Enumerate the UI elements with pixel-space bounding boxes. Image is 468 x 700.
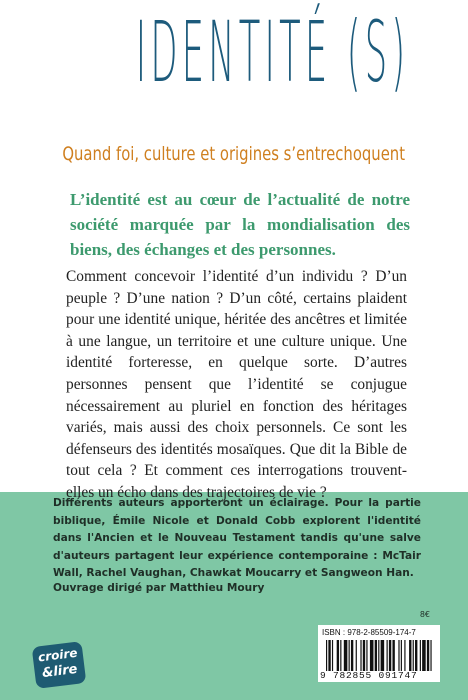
barcode-bar [375, 640, 377, 671]
body-paragraph: Comment concevoir l’identité d’un individu ? D’un peuple ? D’une nation ? D’un côté, certains plaident pour une identité unique, héritée des ancêtres et limitée à une langue, un territoire et une culture unique. Une identité forteresse, en quelque sorte. D’autres personnes pensent que l’identité se conjugue nécessairement au pluriel en fonction des héritages variés, mais aussi des choix personnels. Ce sont les défenseurs des identités mosaïques. Que dit la Bible de tout cela ? Et comment ces interrogations trouvent-elles un écho dans des trajectoires de vie ? [66, 268, 407, 501]
book-subtitle-text: Quand foi, culture et origines s’entrechoquent [62, 143, 406, 165]
barcode-bar [398, 640, 399, 671]
price-label: 8€ [419, 610, 430, 619]
barcode-bar [409, 640, 411, 671]
isbn-label: ISBN : 978-2-85509-174-7 [322, 628, 416, 637]
barcode-bar [356, 640, 357, 671]
barcode-bar [337, 640, 339, 671]
barcode-box [318, 625, 440, 682]
authors-notice: Différents auteurs apporteront un éclairage. Pour la partie biblique, Émile Nicole et Donald Cobb explorent l'identité dans l'Ancien et le Nouveau Testament tandis qu'une salve d'auteurs partagent leur expérience contemporaine : McTair Wall, Rachel Vaughan, Chawkat Moucarry et Sangweon Han. [53, 497, 421, 579]
publisher-logo [32, 641, 87, 689]
barcode-bar [370, 640, 374, 671]
barcode-bar [430, 640, 431, 671]
barcode-bar [381, 640, 385, 671]
barcode-bar [404, 640, 405, 671]
barcode-bar [387, 640, 388, 671]
book-subtitle [0, 143, 468, 165]
barcode-bar [366, 640, 367, 671]
book-title: IDENTITÉ (S) [135, 3, 410, 101]
barcode-bar [344, 640, 348, 671]
editor-credit: Ouvrage dirigé par Matthieu Moury [53, 582, 265, 594]
barcode-bar [349, 640, 350, 671]
barcode-bar [392, 640, 394, 671]
barcode-bar [413, 640, 414, 671]
barcode-bar [427, 640, 429, 671]
logo-line-2: &lire [41, 661, 79, 682]
logo-line-1: croire [37, 645, 79, 665]
barcode-bar [340, 640, 341, 671]
barcode-bar [360, 640, 361, 671]
barcode-bar [326, 640, 327, 671]
ean-digits: 9 782855 091747 [320, 670, 418, 681]
lead-paragraph: L’identité est au cœur de l’actualité de notre société marquée par la mondialisation des biens, des échanges et des personnes. [70, 190, 410, 259]
barcode-bar [332, 640, 333, 671]
barcode-bar [415, 640, 417, 671]
barcode-bar [378, 640, 379, 671]
barcode-bar [328, 640, 330, 671]
barcode-bar [420, 640, 421, 671]
barcode-bar [351, 640, 353, 671]
barcode-bar [401, 640, 402, 671]
barcode-bar [363, 640, 365, 671]
barcode-bar [422, 640, 426, 671]
barcode-bar [389, 640, 391, 671]
barcode-icon [326, 640, 434, 671]
